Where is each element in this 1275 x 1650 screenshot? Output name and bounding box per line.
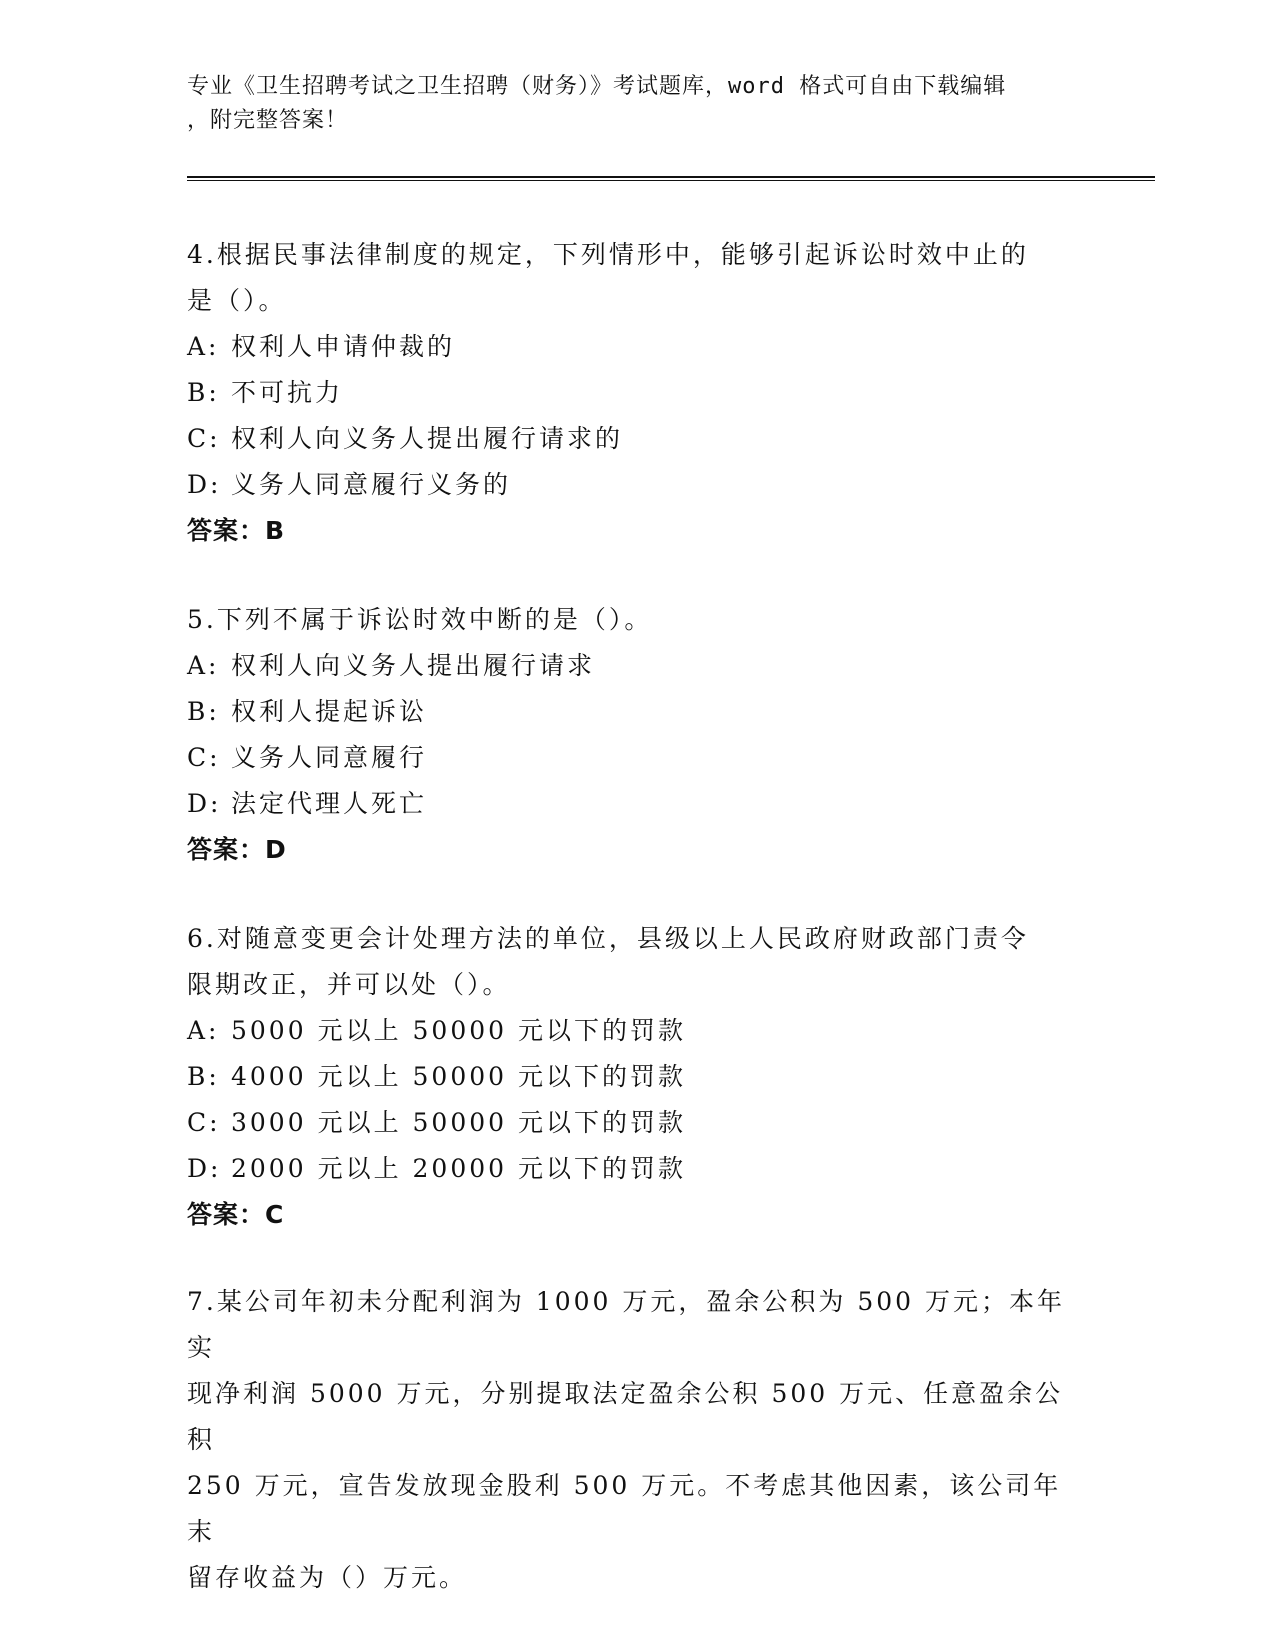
option-d <box>187 1146 1087 1192</box>
question-5 <box>187 597 1087 873</box>
question-6 <box>187 916 1087 1238</box>
option-letter: A: <box>187 1016 220 1045</box>
question-stem: 4.根据民事法律制度的规定，下列情形中，能够引起诉讼时效中止的 <box>187 240 1029 269</box>
option-letter: B: <box>187 378 220 407</box>
document-header <box>187 70 1067 138</box>
question-stem: 6.对随意变更会计处理方法的单位，县级以上人民政府财政部门责令 <box>187 924 1029 953</box>
option-text: 不可抗力 <box>231 378 344 407</box>
question-stem: 7.某公司年初未分配利润为 1000 万元，盈余公积为 500 万元；本年实 <box>187 1287 1065 1362</box>
option-text: 权利人向义务人提出履行请求 <box>231 651 596 680</box>
question-stem-continued: 留存收益为（）万元。 <box>187 1563 468 1592</box>
option-letter: B: <box>187 697 220 726</box>
option-b <box>187 370 1087 416</box>
option-text: 法定代理人死亡 <box>231 789 428 818</box>
option-letter: A: <box>187 332 220 361</box>
option-text: 5000 元以上 50000 元以下的罚款 <box>231 1016 686 1045</box>
option-b <box>187 1054 1087 1100</box>
option-text: 3000 元以上 50000 元以下的罚款 <box>231 1108 686 1137</box>
option-letter: D: <box>187 789 222 818</box>
option-a <box>187 1008 1087 1054</box>
question-stem-continued: 限期改正，并可以处（）。 <box>187 970 511 999</box>
question-stem-continued: 250 万元，宣告发放现金股利 500 万元。不考虑其他因素，该公司年末 <box>187 1471 1062 1546</box>
option-letter: C: <box>187 424 221 453</box>
question-stem-continued: 是（）。 <box>187 286 287 315</box>
option-letter: B: <box>187 1062 220 1091</box>
header-divider <box>187 176 1155 181</box>
option-c <box>187 735 1087 781</box>
option-text: 权利人向义务人提出履行请求的 <box>231 424 624 453</box>
answer: 答案：C <box>187 1200 285 1229</box>
option-d <box>187 781 1087 827</box>
option-a <box>187 643 1087 689</box>
option-letter: D: <box>187 470 222 499</box>
header-line-1: 专业《卫生招聘考试之卫生招聘（财务）》考试题库，word 格式可自由下载编辑 <box>187 74 1007 99</box>
question-stem: 5.下列不属于诉讼时效中断的是（）。 <box>187 605 653 634</box>
answer: 答案：B <box>187 516 286 545</box>
option-text: 义务人同意履行 <box>231 743 428 772</box>
answer: 答案：D <box>187 835 287 864</box>
question-stem-continued: 现净利润 5000 万元，分别提取法定盈余公积 500 万元、任意盈余公积 <box>187 1379 1064 1454</box>
option-letter: A: <box>187 651 220 680</box>
option-b <box>187 689 1087 735</box>
option-text: 权利人提起诉讼 <box>231 697 428 726</box>
option-letter: C: <box>187 743 221 772</box>
option-text: 2000 元以上 20000 元以下的罚款 <box>231 1154 686 1183</box>
option-a <box>187 324 1087 370</box>
question-7 <box>187 1279 1067 1601</box>
option-letter: C: <box>187 1108 221 1137</box>
option-d <box>187 462 1087 508</box>
option-text: 4000 元以上 50000 元以下的罚款 <box>231 1062 686 1091</box>
question-4 <box>187 232 1087 554</box>
header-line-2: ，附完整答案！ <box>187 108 349 133</box>
option-c <box>187 416 1087 462</box>
option-c <box>187 1100 1087 1146</box>
option-text: 义务人同意履行义务的 <box>231 470 512 499</box>
option-text: 权利人申请仲裁的 <box>231 332 456 361</box>
option-letter: D: <box>187 1154 222 1183</box>
